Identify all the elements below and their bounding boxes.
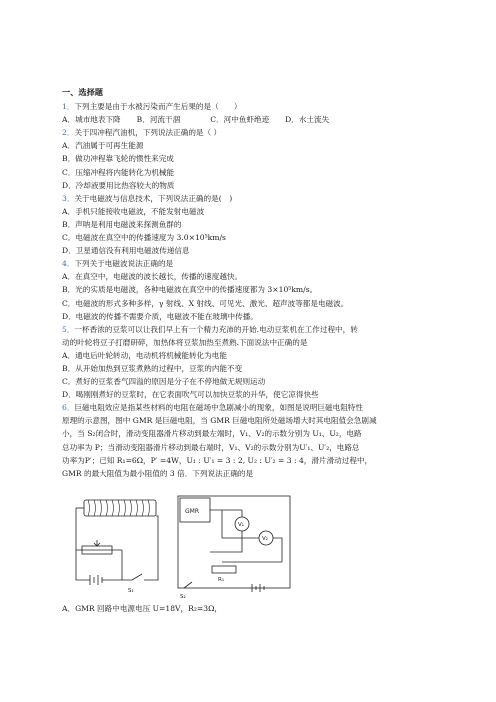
left-bottom-wire	[76, 550, 122, 580]
option-a[interactable]: A．通电后叶轮转动，电动机将机械能转化为电能	[62, 350, 227, 360]
s2-label: S₂	[180, 593, 186, 600]
option-b[interactable]: B．做功冲程靠飞轮的惯性来完成	[62, 154, 174, 164]
option-c[interactable]: C．煮好的豆浆香气四溢的原因是分子在不停地做无规则运动	[62, 377, 266, 387]
left-wire	[76, 508, 90, 580]
question-6-stem-line-3: 小，当 S₂闭合时，滑动变阻器滑片移动到最左端时，V₁、V₂的示数分别为 U₁、U₂，电路	[62, 429, 362, 439]
battery-icon	[90, 575, 102, 585]
v1-label: V₁	[238, 521, 244, 528]
option-c[interactable]: C．压缩冲程将内能转化为机械能	[62, 167, 175, 177]
option-a[interactable]: A．GMR 回路中电源电压 U=18V，R₂=3Ω，	[62, 603, 222, 613]
option-d[interactable]: D．喝刚刚煮好的豆浆时，在它表面吹气可以加快豆浆的升华，使它凉得快些	[62, 390, 319, 400]
option-d[interactable]: D．冷却液要用比热容较大的物质	[62, 180, 175, 190]
option-c[interactable]: C．河中鱼虾绝迹	[210, 115, 270, 125]
s1-label: S₁	[128, 587, 134, 594]
exam-content	[62, 86, 438, 615]
question-6-stem-line-4: 总功率为 P；当滑动变阻器滑片移动到最右端时，V₁、V₂的示数分别为U′₁、U′₂，电路总	[62, 442, 360, 452]
option-a[interactable]: A．汽油属于可再生能源	[62, 141, 144, 151]
option-c[interactable]: C．电磁波的形式多种多样，γ 射线、X 射线、可见光、激光、超声波等都是电磁波。	[62, 298, 349, 308]
option-a[interactable]: A．手机只能接收电磁波，不能发射电磁波	[62, 206, 205, 216]
gmr-label: GMR	[185, 507, 199, 515]
question-5-stem: 5．一杯香浓的豆浆可以让我们早上有一个精力充沛的开始.电动豆浆机在工作过程中，转	[62, 324, 358, 334]
circuit-diagram-svg	[62, 482, 302, 600]
section-title: 一、选择题	[62, 87, 103, 97]
question-2-stem: 2．关于四冲程汽油机，下列说法正确的是（ ）	[62, 128, 222, 138]
circuit-diagram	[62, 482, 302, 600]
switch-s1-icon	[122, 516, 158, 580]
question-5-stem-cont: 动的叶轮将豆子打磨研碎，加热体将豆浆加热至煮熟.下面说法中正确的是	[62, 337, 308, 347]
v2-label: V₂	[262, 535, 268, 542]
question-1-options	[62, 113, 438, 126]
resistor-r1-icon	[212, 566, 236, 573]
switch-s2-icon	[184, 582, 192, 588]
option-a[interactable]: A．城市地表下降	[62, 115, 121, 125]
option-d[interactable]: D．电磁波的传播不需要介质，电磁波不能在玻璃中传播。	[62, 311, 258, 321]
option-a[interactable]: A．在真空中，电磁波的波长越长，传播的速度越快。	[62, 272, 243, 282]
question-1-stem: 1．下列主要是由于水被污染而产生后果的是（ ）	[62, 102, 242, 112]
option-c[interactable]: C．电磁波在真空中的传播速度为 3.0×10⁵km/s	[62, 233, 226, 243]
question-4-stem: 4．下列关于电磁波说法正确的是	[62, 259, 174, 269]
option-d[interactable]: D．卫星通信没有利用电磁波传递信息	[62, 246, 190, 256]
option-b[interactable]: B．从开始加热到豆浆煮熟的过程中，豆浆的内能不变	[62, 363, 243, 373]
option-b[interactable]: B．河流干涸	[136, 115, 181, 125]
option-b[interactable]: B．声呐是利用电磁波来探测鱼群的	[62, 219, 182, 229]
question-6-stem-line-2: 原理的示意图，图中 GMR 是巨磁电阻，当 GMR 巨磁电阻所处磁场增大时其电阻值会急剧减	[62, 416, 377, 426]
option-d[interactable]: D．水土流失	[285, 115, 330, 125]
r1-label: R₁	[218, 576, 225, 583]
question-3-stem: 3．关于电磁波与信息技术，下列说法正确的是( )	[62, 193, 233, 203]
option-b[interactable]: B．光的实质是电磁波，各种电磁波在真空中的传播速度都为 3×10⁵km/s。	[62, 285, 318, 295]
question-6-stem: 6．巨磁电阻效应是指某些材料的电阻在磁场中急剧减小的现象，如图是说明巨磁电阻特性	[62, 403, 363, 413]
question-6-stem-line-6: GMR 的最大阻值为最小阻值的 3 倍．下列说法正确的是	[62, 468, 254, 478]
question-6-stem-line-5: 功率为P′；已知 R₁=6Ω，P′ =4W，U₁ : U′₁ = 3 : 2, U₂ : U′₂ = 3 : 4，滑片滑动过程中，	[62, 455, 373, 465]
